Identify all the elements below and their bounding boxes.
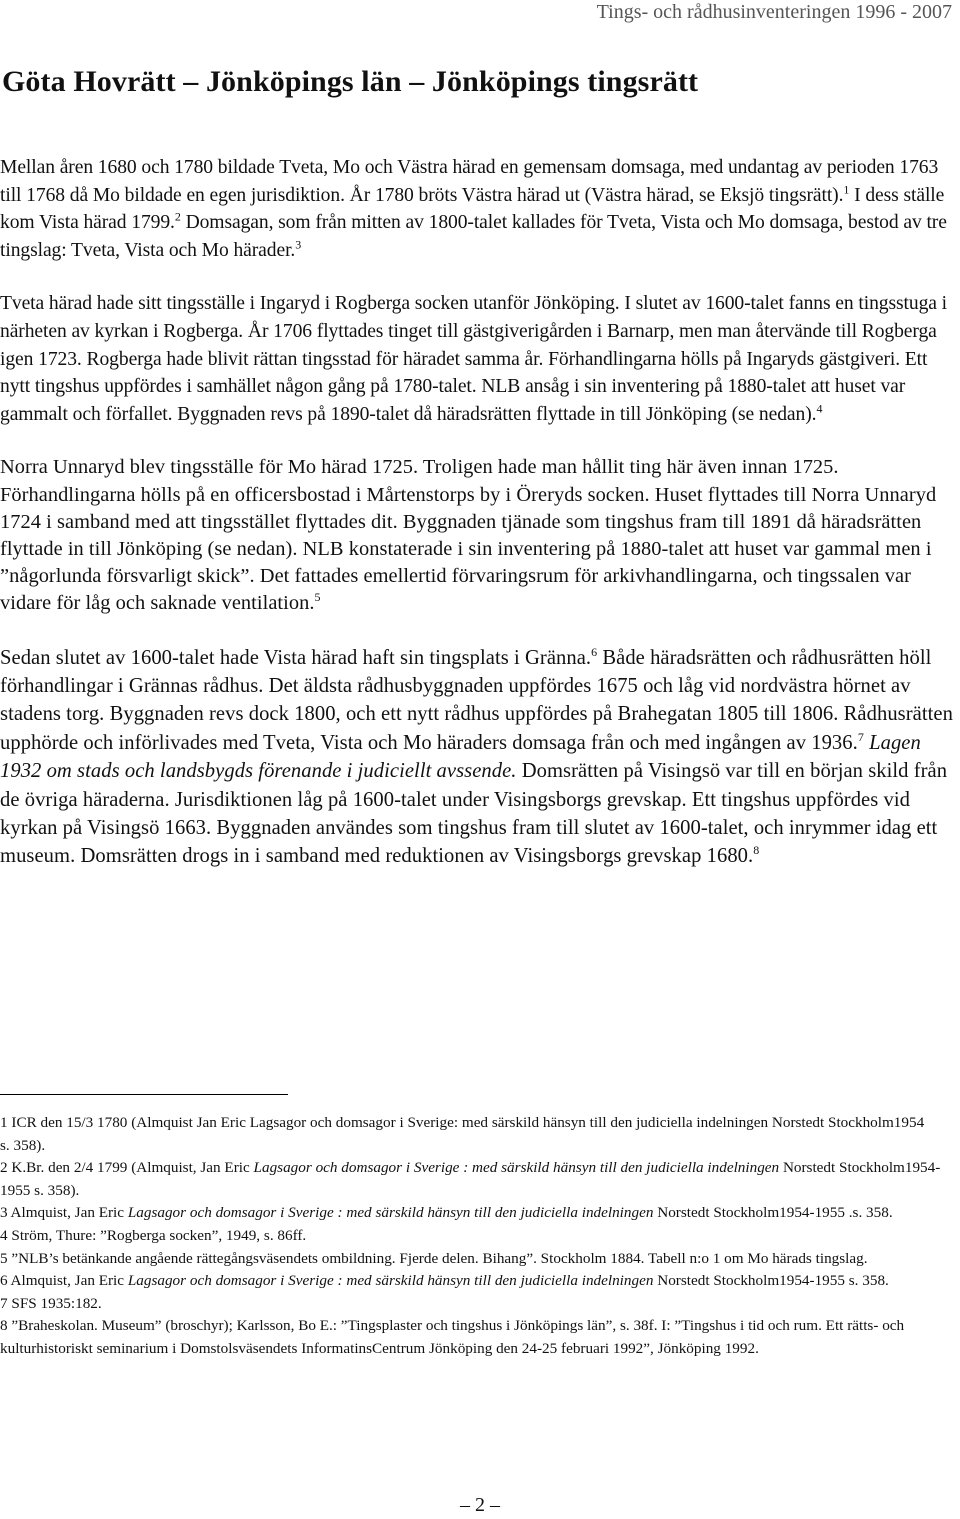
footnote-text: Norstedt Stockholm1954-1955 s. 358. bbox=[653, 1272, 889, 1290]
running-header: Tings- och rådhusinventeringen 1996 - 2007 bbox=[596, 1, 952, 23]
footnote-6 bbox=[0, 1270, 958, 1293]
paragraph-text: I dess ställe kom Vista härad 1799. bbox=[0, 184, 945, 234]
paragraph-text: Både häradsrätten och rådhusrätten höll förhandlingar i Grännas rådhus. Det äldsta rådhusbyggnaden uppfördes 1675 och låg vid nordvästra hörnet av stadens torg. Byggnaden revs dock 1800, och ett nytt rådhus uppfördes på Brahegatan 1805 till 1806. Rådhusrätten upphörde och införlivades med Tveta, Vista och Mo häraders domsaga från och med ingången av 1936. bbox=[0, 646, 953, 754]
body-text bbox=[0, 154, 955, 897]
paragraph-mo bbox=[0, 454, 955, 617]
footnote-ref-2[interactable]: 2 bbox=[174, 209, 181, 224]
paragraph-text: Tveta härad hade sitt tingsställe i Ingaryd i Rogberga socken utanför Jönköping. I slutet av 1600-talet fanns en tingsstuga i närheten av kyrkan i Rogberga. År 1706 flyttades tinget till gästgiverigården i Barnarp, men man återvände till Rogberga igen 1723. Rogberga hade blivit rättan tingsstad för häradet samma år. Förhandlingarna hölls på Ingaryds gästgiveri. Ett nytt tingshus uppfördes i samhället någon gång på 1780-talet. NLB ansåg i sin inventering på 1880-talet att huset var gammalt och förfallet. Byggnaden revs på 1890-talet då häradsrätten flyttade in till Jönköping (se nedan). bbox=[0, 293, 948, 425]
footnote-ref-7[interactable]: 7 bbox=[857, 729, 864, 744]
paragraph-text: Norra Unnaryd blev tingsställe för Mo härad 1725. Troligen hade man hållit ting här även innan 1725. Förhandlingarna hölls på en officersbostad i Mårtenstorps by i Öreryds socken. Huset flyttades till Norra Unnaryd 1724 i samband med att tingsstället flyttades dit. Byggnaden tjänade som tingshus fram till 1891 då häradsrätten flyttade in till Jönköping (se nedan). NLB konstaterade i sin inventering på 1880-talet att huset var gammal men i ”någorlunda försvarligt skick”. Det fattades emellertid förvaringsrum för arkivhandlingarna, och tingssalen var vidare för låg och saknade ventilation. bbox=[0, 456, 937, 615]
footnote-book-title: Lagsagor och domsagor i Sverige : med särskild hänsyn till den judiciella indelningen bbox=[127, 1204, 654, 1222]
footnote-1 bbox=[0, 1112, 958, 1157]
footnote-ref-1[interactable]: 1 bbox=[843, 182, 850, 197]
paragraph-text: Sedan slutet av 1600-talet hade Vista härad haft sin tingsplats i Gränna. bbox=[0, 646, 592, 669]
paragraph-text: Mellan åren 1680 och 1780 bildade Tveta, Mo och Västra härad en gemensam domsaga, med undantag av perioden 1763 till 1768 då Mo bildade en egen jurisdiktion. År 1780 bröts Västra härad ut (Västra härad, se Eksjö tingsrätt). bbox=[0, 157, 939, 206]
footnote-ref-6[interactable]: 6 bbox=[591, 644, 598, 659]
footnote-ref-8[interactable]: 8 bbox=[753, 843, 760, 858]
page-title: Göta Hovrätt – Jönköpings län – Jönköpings tingsrätt bbox=[2, 65, 699, 98]
footnote-ref-4[interactable]: 4 bbox=[816, 401, 823, 416]
page-number: – 2 – bbox=[460, 1494, 500, 1516]
paragraph-vista bbox=[0, 644, 955, 871]
footnote-ref-3[interactable]: 3 bbox=[295, 237, 302, 252]
footnote-text: s. 358). bbox=[0, 1136, 46, 1154]
paragraph-domsaga-history bbox=[0, 154, 955, 264]
paragraph-text: Domsrätten på Visingsö var till en början skild från de övriga häraderna. Jurisdiktionen låg på 1600-talet under Visingsborgs grevskap. Ett tingshus uppfördes vid kyrkan på Visingsö 1663. Byggnaden användes som tingshus fram till slutet av 1600-talet, och inrymmer idag ett museum. Domsrätten drogs in i samband med reduktionen av Visingsborgs grevskap 1680. bbox=[0, 760, 948, 868]
footnote-text: Norstedt Stockholm1954-1955 .s. 358. bbox=[653, 1204, 893, 1222]
footnote-4: 4 Ström, Thure: ”Rogberga socken”, 1949, s. 86ff. bbox=[0, 1226, 307, 1244]
footnote-separator bbox=[0, 1094, 288, 1095]
paragraph-tveta bbox=[0, 290, 955, 428]
footnote-8: 8 ”Braheskolan. Museum” (broschyr); Karlsson, Bo E.: ”Tingsplaster och tingshus i Jönköpings län”, s. 38f. I: ”Tingshus i tid och rum. Ett rätts- och kulturhistoriskt seminarium i Domstolsväsendets InformatinsCentrum Jönköping den 24-25 februari 1992”, Jönköping 1992. bbox=[0, 1317, 905, 1357]
footnote-3 bbox=[0, 1202, 958, 1225]
footnote-text: Norstedt Stockholm1954-1955 s. 358). bbox=[0, 1159, 941, 1199]
footnote-2 bbox=[0, 1157, 958, 1202]
paragraph-text: Domsagan, som från mitten av 1800-talet kallades för Tveta, Vista och Mo domsaga, bestod av tre tingslag: Tveta, Vista och Mo härader. bbox=[0, 212, 947, 261]
footnote-text: 3 Almquist, Jan Eric bbox=[0, 1204, 128, 1222]
footnote-7: 7 SFS 1935:182. bbox=[0, 1294, 102, 1312]
law-title: Lagen 1932 om stads och landsbygds förenande i judiciellt avssende. bbox=[0, 731, 921, 783]
footnote-book-title: Lagsagor och domsagor i Sverige : med särskild hänsyn till den judiciella indelningen bbox=[253, 1159, 780, 1177]
footnote-5: 5 ”NLB’s betänkande angående rättegångsväsendets ombildning. Fjerde delen. Bihang”. Stockholm 1884. Tabell n:o 1 om Mo härads tingslag. bbox=[0, 1249, 868, 1267]
footnotes bbox=[0, 1112, 958, 1361]
footnote-text: 6 Almquist, Jan Eric bbox=[0, 1272, 128, 1290]
footnote-text: 2 K.Br. den 2/4 1799 (Almquist, Jan Eric bbox=[0, 1159, 254, 1177]
footnote-text: 1 ICR den 15/3 1780 (Almquist Jan Eric Lagsagor och domsagor i Sverige: med särskild hänsyn till den judiciella indelningen Norstedt Stockholm1954 bbox=[0, 1114, 925, 1131]
footnote-book-title: Lagsagor och domsagor i Sverige : med särskild hänsyn till den judiciella indelningen bbox=[127, 1272, 654, 1290]
footnote-ref-5[interactable]: 5 bbox=[314, 590, 321, 605]
